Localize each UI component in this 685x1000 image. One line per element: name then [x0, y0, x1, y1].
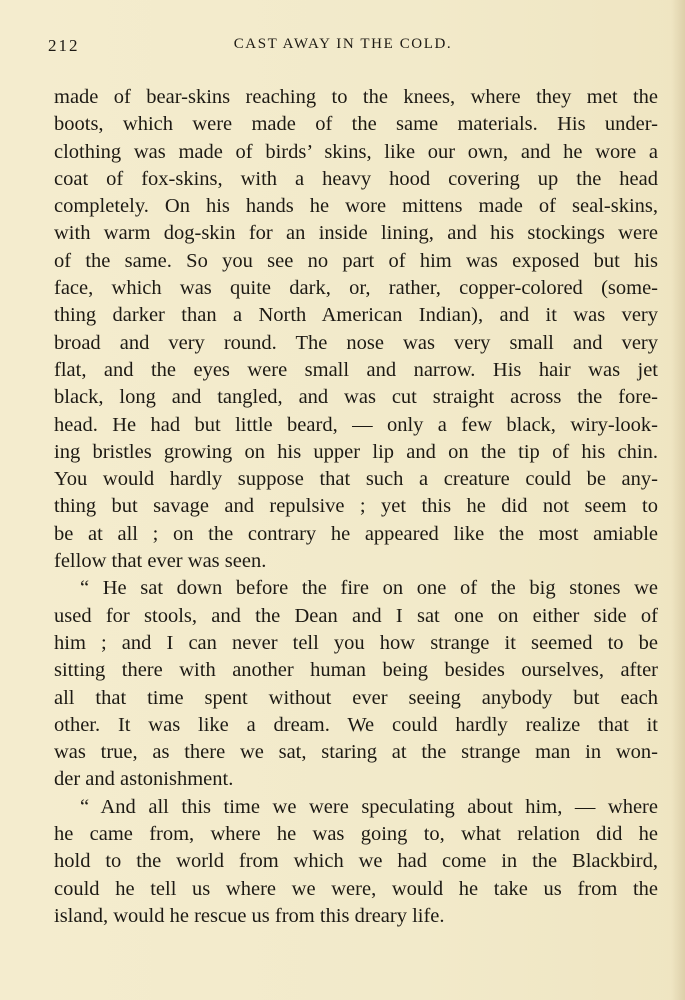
- text-line: could he tell us where we were, would he take us from the: [54, 877, 658, 900]
- page-edge-shadow: [671, 0, 685, 1000]
- paragraph-last-line: der and astonishment.: [54, 768, 234, 791]
- text-line: flat, and the eyes were small and narrow. His hair was jet: [54, 358, 658, 381]
- text-line: sitting there with another human being besides ourselves, after: [54, 659, 658, 682]
- text-line: black, long and tangled, and was cut straight across the fore-: [54, 386, 658, 409]
- text-line: thing but savage and repulsive ; yet this he did not seem to: [54, 495, 658, 518]
- text-line: him ; and I can never tell you how strange it seemed to be: [54, 631, 658, 654]
- running-title: CAST AWAY IN THE COLD.: [233, 36, 453, 52]
- text-line: face, which was quite dark, or, rather, copper-colored (some-: [54, 277, 658, 300]
- body-text: [54, 84, 658, 930]
- text-line: clothing was made of birds’ skins, like our own, and he wore a: [54, 140, 658, 163]
- paragraph-last-line: fellow that ever was seen.: [54, 550, 267, 573]
- text-line: he came from, where he was going to, what relation did he: [54, 823, 658, 846]
- text-line: was true, as there we sat, staring at the strange man in won-: [54, 741, 658, 764]
- text-line: made of bear-skins reaching to the knees, where they met the: [54, 86, 658, 108]
- text-line: broad and very round. The nose was very small and very: [54, 331, 658, 354]
- text-line: boots, which were made of the same materials. His under-: [54, 113, 658, 136]
- paragraph-first-line: “ He sat down before the fire on one of the big stones we: [80, 577, 658, 600]
- text-line: You would hardly suppose that such a creature could be any-: [54, 468, 658, 491]
- text-line: hold to the world from which we had come in the Blackbird,: [54, 850, 658, 873]
- text-line: of the same. So you see no part of him was exposed but his: [54, 249, 658, 272]
- text-line: ing bristles growing on his upper lip and on the tip of his chin.: [54, 440, 658, 463]
- running-head: [48, 36, 638, 60]
- text-line: with warm dog-skin for an inside lining, and his stockings were: [54, 222, 658, 245]
- paragraph-first-line: “ And all this time we were speculating about him, — where: [80, 795, 658, 818]
- text-line: coat of fox-skins, with a heavy hood covering up the head: [54, 167, 658, 190]
- text-line: thing darker than a North American Indian), and it was very: [54, 304, 658, 327]
- text-line: head. He had but little beard, — only a few black, wiry-look-: [54, 413, 658, 436]
- paragraph-last-line: island, would he rescue us from this dreary life.: [54, 904, 445, 927]
- page-number: 212: [48, 36, 80, 55]
- text-line: all that time spent without ever seeing anybody but each: [54, 686, 658, 709]
- text-line: completely. On his hands he wore mittens made of seal-skins,: [54, 195, 658, 218]
- text-line: be at all ; on the contrary he appeared like the most amiable: [54, 522, 658, 545]
- text-line: other. It was like a dream. We could hardly realize that it: [54, 713, 658, 736]
- text-line: used for stools, and the Dean and I sat one on either side of: [54, 604, 658, 627]
